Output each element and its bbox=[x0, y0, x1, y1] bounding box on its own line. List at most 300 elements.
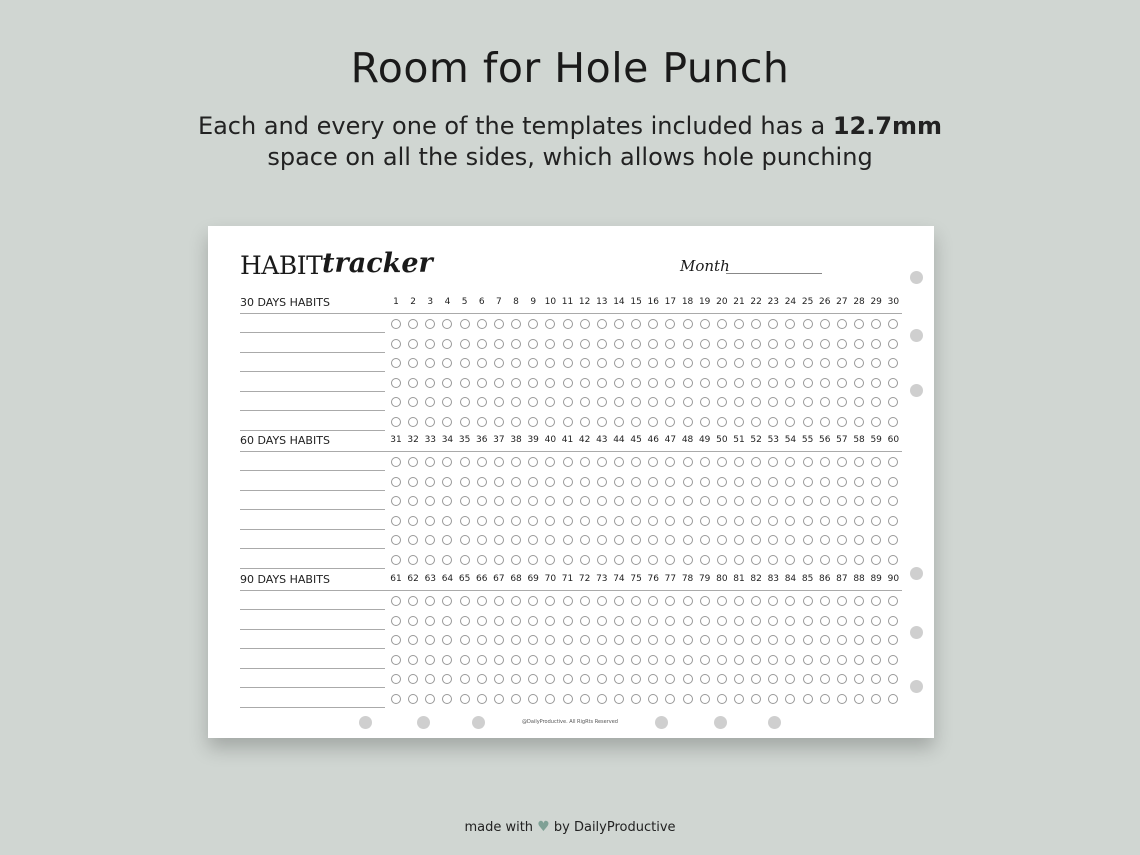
habit-checkbox[interactable] bbox=[871, 339, 881, 349]
habit-checkbox[interactable] bbox=[460, 616, 470, 626]
habit-checkbox[interactable] bbox=[597, 535, 607, 545]
habit-checkbox[interactable] bbox=[408, 378, 418, 388]
habit-checkbox[interactable] bbox=[768, 635, 778, 645]
habit-checkbox[interactable] bbox=[700, 516, 710, 526]
habit-checkbox[interactable] bbox=[631, 674, 641, 684]
habit-checkbox[interactable] bbox=[665, 535, 675, 545]
habit-checkbox[interactable] bbox=[837, 674, 847, 684]
habit-checkbox[interactable] bbox=[854, 319, 864, 329]
habit-checkbox[interactable] bbox=[614, 378, 624, 388]
habit-checkbox[interactable] bbox=[563, 694, 573, 704]
habit-checkbox[interactable] bbox=[408, 496, 418, 506]
habit-checkbox[interactable] bbox=[391, 477, 401, 487]
habit-checkbox[interactable] bbox=[425, 457, 435, 467]
habit-checkbox[interactable] bbox=[477, 516, 487, 526]
habit-checkbox[interactable] bbox=[494, 616, 504, 626]
habit-checkbox[interactable] bbox=[511, 378, 521, 388]
habit-checkbox[interactable] bbox=[580, 516, 590, 526]
habit-checkbox[interactable] bbox=[700, 674, 710, 684]
habit-checkbox[interactable] bbox=[803, 339, 813, 349]
habit-checkbox[interactable] bbox=[888, 457, 898, 467]
habit-checkbox[interactable] bbox=[803, 616, 813, 626]
habit-name-line[interactable] bbox=[240, 609, 385, 610]
habit-checkbox[interactable] bbox=[683, 378, 693, 388]
habit-checkbox[interactable] bbox=[734, 655, 744, 665]
habit-checkbox[interactable] bbox=[717, 596, 727, 606]
habit-checkbox[interactable] bbox=[597, 397, 607, 407]
habit-checkbox[interactable] bbox=[545, 635, 555, 645]
habit-checkbox[interactable] bbox=[597, 378, 607, 388]
habit-checkbox[interactable] bbox=[683, 339, 693, 349]
habit-checkbox[interactable] bbox=[477, 457, 487, 467]
habit-checkbox[interactable] bbox=[494, 635, 504, 645]
habit-checkbox[interactable] bbox=[785, 596, 795, 606]
habit-checkbox[interactable] bbox=[460, 535, 470, 545]
habit-checkbox[interactable] bbox=[768, 457, 778, 467]
habit-checkbox[interactable] bbox=[477, 417, 487, 427]
habit-checkbox[interactable] bbox=[734, 496, 744, 506]
habit-checkbox[interactable] bbox=[563, 655, 573, 665]
habit-checkbox[interactable] bbox=[545, 535, 555, 545]
habit-checkbox[interactable] bbox=[563, 674, 573, 684]
habit-checkbox[interactable] bbox=[700, 319, 710, 329]
habit-checkbox[interactable] bbox=[854, 535, 864, 545]
habit-checkbox[interactable] bbox=[803, 694, 813, 704]
habit-checkbox[interactable] bbox=[631, 358, 641, 368]
habit-checkbox[interactable] bbox=[460, 457, 470, 467]
habit-checkbox[interactable] bbox=[528, 496, 538, 506]
habit-checkbox[interactable] bbox=[477, 596, 487, 606]
habit-checkbox[interactable] bbox=[837, 555, 847, 565]
habit-checkbox[interactable] bbox=[871, 555, 881, 565]
habit-checkbox[interactable] bbox=[425, 477, 435, 487]
habit-checkbox[interactable] bbox=[871, 694, 881, 704]
habit-checkbox[interactable] bbox=[442, 378, 452, 388]
habit-name-line[interactable] bbox=[240, 548, 385, 549]
habit-checkbox[interactable] bbox=[528, 417, 538, 427]
habit-checkbox[interactable] bbox=[803, 358, 813, 368]
habit-checkbox[interactable] bbox=[631, 339, 641, 349]
habit-checkbox[interactable] bbox=[511, 397, 521, 407]
habit-checkbox[interactable] bbox=[425, 616, 435, 626]
habit-checkbox[interactable] bbox=[494, 674, 504, 684]
habit-checkbox[interactable] bbox=[648, 319, 658, 329]
habit-checkbox[interactable] bbox=[408, 319, 418, 329]
habit-checkbox[interactable] bbox=[631, 616, 641, 626]
habit-checkbox[interactable] bbox=[460, 397, 470, 407]
habit-checkbox[interactable] bbox=[751, 378, 761, 388]
habit-checkbox[interactable] bbox=[871, 674, 881, 684]
habit-checkbox[interactable] bbox=[597, 635, 607, 645]
habit-checkbox[interactable] bbox=[751, 596, 761, 606]
habit-checkbox[interactable] bbox=[820, 555, 830, 565]
habit-checkbox[interactable] bbox=[717, 635, 727, 645]
habit-checkbox[interactable] bbox=[700, 694, 710, 704]
habit-checkbox[interactable] bbox=[425, 535, 435, 545]
habit-checkbox[interactable] bbox=[837, 378, 847, 388]
habit-name-line[interactable] bbox=[240, 529, 385, 530]
habit-checkbox[interactable] bbox=[442, 339, 452, 349]
habit-checkbox[interactable] bbox=[545, 596, 555, 606]
habit-checkbox[interactable] bbox=[837, 457, 847, 467]
habit-name-line[interactable] bbox=[240, 668, 385, 669]
habit-checkbox[interactable] bbox=[871, 655, 881, 665]
habit-checkbox[interactable] bbox=[648, 477, 658, 487]
habit-checkbox[interactable] bbox=[648, 555, 658, 565]
habit-checkbox[interactable] bbox=[494, 378, 504, 388]
habit-checkbox[interactable] bbox=[700, 535, 710, 545]
habit-checkbox[interactable] bbox=[597, 616, 607, 626]
habit-checkbox[interactable] bbox=[700, 596, 710, 606]
habit-checkbox[interactable] bbox=[494, 358, 504, 368]
habit-checkbox[interactable] bbox=[597, 694, 607, 704]
habit-checkbox[interactable] bbox=[511, 477, 521, 487]
habit-checkbox[interactable] bbox=[614, 417, 624, 427]
habit-checkbox[interactable] bbox=[528, 339, 538, 349]
habit-checkbox[interactable] bbox=[820, 319, 830, 329]
habit-checkbox[interactable] bbox=[545, 358, 555, 368]
habit-checkbox[interactable] bbox=[460, 596, 470, 606]
habit-checkbox[interactable] bbox=[648, 457, 658, 467]
habit-checkbox[interactable] bbox=[768, 378, 778, 388]
habit-checkbox[interactable] bbox=[597, 417, 607, 427]
habit-checkbox[interactable] bbox=[494, 477, 504, 487]
habit-checkbox[interactable] bbox=[408, 655, 418, 665]
habit-checkbox[interactable] bbox=[683, 535, 693, 545]
habit-checkbox[interactable] bbox=[734, 477, 744, 487]
habit-checkbox[interactable] bbox=[700, 635, 710, 645]
habit-checkbox[interactable] bbox=[528, 477, 538, 487]
habit-checkbox[interactable] bbox=[580, 555, 590, 565]
habit-checkbox[interactable] bbox=[460, 555, 470, 565]
habit-checkbox[interactable] bbox=[648, 339, 658, 349]
habit-name-line[interactable] bbox=[240, 490, 385, 491]
habit-checkbox[interactable] bbox=[477, 319, 487, 329]
habit-checkbox[interactable] bbox=[751, 319, 761, 329]
habit-checkbox[interactable] bbox=[734, 555, 744, 565]
habit-checkbox[interactable] bbox=[820, 616, 830, 626]
habit-checkbox[interactable] bbox=[820, 417, 830, 427]
habit-checkbox[interactable] bbox=[511, 694, 521, 704]
habit-checkbox[interactable] bbox=[648, 535, 658, 545]
habit-checkbox[interactable] bbox=[717, 397, 727, 407]
habit-checkbox[interactable] bbox=[734, 319, 744, 329]
habit-checkbox[interactable] bbox=[768, 674, 778, 684]
habit-checkbox[interactable] bbox=[734, 397, 744, 407]
habit-checkbox[interactable] bbox=[563, 358, 573, 368]
habit-checkbox[interactable] bbox=[597, 516, 607, 526]
habit-checkbox[interactable] bbox=[871, 616, 881, 626]
habit-checkbox[interactable] bbox=[494, 339, 504, 349]
habit-checkbox[interactable] bbox=[580, 378, 590, 388]
habit-checkbox[interactable] bbox=[734, 417, 744, 427]
habit-checkbox[interactable] bbox=[545, 319, 555, 329]
habit-checkbox[interactable] bbox=[528, 378, 538, 388]
habit-checkbox[interactable] bbox=[803, 417, 813, 427]
habit-checkbox[interactable] bbox=[837, 319, 847, 329]
habit-checkbox[interactable] bbox=[734, 694, 744, 704]
habit-checkbox[interactable] bbox=[665, 477, 675, 487]
habit-checkbox[interactable] bbox=[717, 516, 727, 526]
habit-checkbox[interactable] bbox=[768, 339, 778, 349]
habit-checkbox[interactable] bbox=[717, 319, 727, 329]
habit-checkbox[interactable] bbox=[408, 635, 418, 645]
habit-checkbox[interactable] bbox=[665, 319, 675, 329]
habit-checkbox[interactable] bbox=[545, 555, 555, 565]
habit-checkbox[interactable] bbox=[425, 339, 435, 349]
habit-checkbox[interactable] bbox=[511, 516, 521, 526]
habit-checkbox[interactable] bbox=[631, 516, 641, 526]
habit-checkbox[interactable] bbox=[511, 535, 521, 545]
habit-checkbox[interactable] bbox=[545, 378, 555, 388]
habit-checkbox[interactable] bbox=[580, 596, 590, 606]
habit-checkbox[interactable] bbox=[494, 694, 504, 704]
habit-checkbox[interactable] bbox=[665, 694, 675, 704]
habit-checkbox[interactable] bbox=[425, 555, 435, 565]
habit-checkbox[interactable] bbox=[425, 635, 435, 645]
habit-checkbox[interactable] bbox=[803, 674, 813, 684]
habit-checkbox[interactable] bbox=[871, 417, 881, 427]
habit-checkbox[interactable] bbox=[528, 596, 538, 606]
habit-checkbox[interactable] bbox=[820, 397, 830, 407]
habit-checkbox[interactable] bbox=[580, 496, 590, 506]
habit-checkbox[interactable] bbox=[477, 635, 487, 645]
habit-checkbox[interactable] bbox=[494, 555, 504, 565]
habit-checkbox[interactable] bbox=[477, 694, 487, 704]
habit-checkbox[interactable] bbox=[460, 417, 470, 427]
habit-checkbox[interactable] bbox=[425, 655, 435, 665]
habit-checkbox[interactable] bbox=[768, 319, 778, 329]
habit-checkbox[interactable] bbox=[614, 457, 624, 467]
habit-name-line[interactable] bbox=[240, 687, 385, 688]
habit-checkbox[interactable] bbox=[477, 397, 487, 407]
habit-checkbox[interactable] bbox=[888, 339, 898, 349]
habit-checkbox[interactable] bbox=[751, 616, 761, 626]
habit-checkbox[interactable] bbox=[528, 616, 538, 626]
habit-checkbox[interactable] bbox=[631, 457, 641, 467]
habit-checkbox[interactable] bbox=[528, 694, 538, 704]
habit-checkbox[interactable] bbox=[683, 635, 693, 645]
habit-checkbox[interactable] bbox=[511, 555, 521, 565]
habit-name-line[interactable] bbox=[240, 391, 385, 392]
habit-checkbox[interactable] bbox=[442, 358, 452, 368]
habit-name-line[interactable] bbox=[240, 470, 385, 471]
habit-checkbox[interactable] bbox=[614, 694, 624, 704]
habit-checkbox[interactable] bbox=[442, 674, 452, 684]
habit-checkbox[interactable] bbox=[734, 457, 744, 467]
habit-checkbox[interactable] bbox=[717, 535, 727, 545]
habit-checkbox[interactable] bbox=[803, 535, 813, 545]
habit-checkbox[interactable] bbox=[563, 477, 573, 487]
habit-checkbox[interactable] bbox=[717, 674, 727, 684]
habit-checkbox[interactable] bbox=[442, 616, 452, 626]
habit-checkbox[interactable] bbox=[391, 535, 401, 545]
habit-checkbox[interactable] bbox=[803, 496, 813, 506]
habit-checkbox[interactable] bbox=[734, 339, 744, 349]
habit-checkbox[interactable] bbox=[391, 616, 401, 626]
habit-checkbox[interactable] bbox=[425, 596, 435, 606]
habit-checkbox[interactable] bbox=[425, 378, 435, 388]
habit-checkbox[interactable] bbox=[768, 496, 778, 506]
habit-checkbox[interactable] bbox=[665, 397, 675, 407]
habit-checkbox[interactable] bbox=[803, 655, 813, 665]
habit-checkbox[interactable] bbox=[803, 477, 813, 487]
habit-checkbox[interactable] bbox=[631, 694, 641, 704]
habit-checkbox[interactable] bbox=[837, 397, 847, 407]
habit-checkbox[interactable] bbox=[700, 378, 710, 388]
habit-checkbox[interactable] bbox=[408, 596, 418, 606]
habit-checkbox[interactable] bbox=[477, 477, 487, 487]
habit-checkbox[interactable] bbox=[391, 417, 401, 427]
habit-checkbox[interactable] bbox=[803, 555, 813, 565]
habit-checkbox[interactable] bbox=[888, 397, 898, 407]
habit-name-line[interactable] bbox=[240, 648, 385, 649]
habit-checkbox[interactable] bbox=[477, 378, 487, 388]
habit-checkbox[interactable] bbox=[494, 417, 504, 427]
habit-checkbox[interactable] bbox=[751, 397, 761, 407]
habit-checkbox[interactable] bbox=[871, 596, 881, 606]
habit-checkbox[interactable] bbox=[597, 457, 607, 467]
habit-checkbox[interactable] bbox=[700, 339, 710, 349]
habit-checkbox[interactable] bbox=[837, 596, 847, 606]
habit-checkbox[interactable] bbox=[700, 655, 710, 665]
habit-checkbox[interactable] bbox=[391, 674, 401, 684]
habit-checkbox[interactable] bbox=[837, 358, 847, 368]
habit-checkbox[interactable] bbox=[665, 516, 675, 526]
habit-checkbox[interactable] bbox=[854, 674, 864, 684]
habit-checkbox[interactable] bbox=[477, 358, 487, 368]
habit-checkbox[interactable] bbox=[391, 655, 401, 665]
habit-checkbox[interactable] bbox=[528, 674, 538, 684]
habit-checkbox[interactable] bbox=[597, 655, 607, 665]
habit-checkbox[interactable] bbox=[614, 674, 624, 684]
habit-checkbox[interactable] bbox=[683, 358, 693, 368]
habit-checkbox[interactable] bbox=[888, 417, 898, 427]
habit-checkbox[interactable] bbox=[854, 635, 864, 645]
habit-checkbox[interactable] bbox=[700, 417, 710, 427]
habit-checkbox[interactable] bbox=[408, 339, 418, 349]
habit-checkbox[interactable] bbox=[391, 555, 401, 565]
habit-checkbox[interactable] bbox=[597, 555, 607, 565]
habit-checkbox[interactable] bbox=[460, 358, 470, 368]
habit-checkbox[interactable] bbox=[768, 535, 778, 545]
habit-checkbox[interactable] bbox=[871, 457, 881, 467]
habit-checkbox[interactable] bbox=[494, 655, 504, 665]
habit-checkbox[interactable] bbox=[631, 477, 641, 487]
habit-checkbox[interactable] bbox=[648, 596, 658, 606]
habit-checkbox[interactable] bbox=[442, 496, 452, 506]
habit-name-line[interactable] bbox=[240, 371, 385, 372]
habit-checkbox[interactable] bbox=[768, 397, 778, 407]
habit-checkbox[interactable] bbox=[545, 674, 555, 684]
habit-checkbox[interactable] bbox=[511, 496, 521, 506]
habit-checkbox[interactable] bbox=[545, 496, 555, 506]
habit-checkbox[interactable] bbox=[648, 694, 658, 704]
habit-checkbox[interactable] bbox=[494, 516, 504, 526]
habit-checkbox[interactable] bbox=[614, 616, 624, 626]
habit-checkbox[interactable] bbox=[614, 655, 624, 665]
habit-checkbox[interactable] bbox=[683, 417, 693, 427]
habit-checkbox[interactable] bbox=[408, 516, 418, 526]
habit-checkbox[interactable] bbox=[477, 674, 487, 684]
habit-checkbox[interactable] bbox=[648, 655, 658, 665]
habit-checkbox[interactable] bbox=[683, 496, 693, 506]
habit-checkbox[interactable] bbox=[751, 674, 761, 684]
habit-checkbox[interactable] bbox=[751, 477, 761, 487]
habit-checkbox[interactable] bbox=[888, 535, 898, 545]
habit-checkbox[interactable] bbox=[785, 496, 795, 506]
habit-checkbox[interactable] bbox=[768, 555, 778, 565]
habit-checkbox[interactable] bbox=[803, 319, 813, 329]
habit-checkbox[interactable] bbox=[563, 397, 573, 407]
habit-checkbox[interactable] bbox=[511, 319, 521, 329]
habit-checkbox[interactable] bbox=[391, 457, 401, 467]
habit-checkbox[interactable] bbox=[580, 358, 590, 368]
habit-checkbox[interactable] bbox=[477, 555, 487, 565]
habit-checkbox[interactable] bbox=[665, 417, 675, 427]
habit-checkbox[interactable] bbox=[803, 397, 813, 407]
habit-checkbox[interactable] bbox=[511, 596, 521, 606]
habit-checkbox[interactable] bbox=[734, 616, 744, 626]
habit-checkbox[interactable] bbox=[528, 535, 538, 545]
habit-checkbox[interactable] bbox=[888, 358, 898, 368]
habit-checkbox[interactable] bbox=[528, 655, 538, 665]
habit-checkbox[interactable] bbox=[494, 535, 504, 545]
habit-checkbox[interactable] bbox=[683, 655, 693, 665]
habit-checkbox[interactable] bbox=[460, 694, 470, 704]
habit-checkbox[interactable] bbox=[717, 358, 727, 368]
habit-checkbox[interactable] bbox=[477, 339, 487, 349]
habit-checkbox[interactable] bbox=[734, 596, 744, 606]
habit-checkbox[interactable] bbox=[785, 655, 795, 665]
habit-checkbox[interactable] bbox=[820, 596, 830, 606]
habit-name-line[interactable] bbox=[240, 568, 385, 569]
habit-checkbox[interactable] bbox=[665, 635, 675, 645]
habit-checkbox[interactable] bbox=[854, 457, 864, 467]
habit-checkbox[interactable] bbox=[871, 319, 881, 329]
habit-checkbox[interactable] bbox=[528, 319, 538, 329]
habit-checkbox[interactable] bbox=[785, 516, 795, 526]
habit-checkbox[interactable] bbox=[700, 358, 710, 368]
habit-checkbox[interactable] bbox=[580, 477, 590, 487]
habit-checkbox[interactable] bbox=[700, 457, 710, 467]
habit-checkbox[interactable] bbox=[528, 516, 538, 526]
habit-checkbox[interactable] bbox=[683, 694, 693, 704]
habit-checkbox[interactable] bbox=[768, 477, 778, 487]
habit-checkbox[interactable] bbox=[580, 319, 590, 329]
habit-checkbox[interactable] bbox=[871, 496, 881, 506]
habit-checkbox[interactable] bbox=[665, 358, 675, 368]
habit-checkbox[interactable] bbox=[563, 496, 573, 506]
habit-checkbox[interactable] bbox=[563, 616, 573, 626]
habit-checkbox[interactable] bbox=[597, 358, 607, 368]
habit-checkbox[interactable] bbox=[494, 319, 504, 329]
habit-name-line[interactable] bbox=[240, 707, 385, 708]
habit-checkbox[interactable] bbox=[408, 535, 418, 545]
habit-checkbox[interactable] bbox=[563, 635, 573, 645]
habit-checkbox[interactable] bbox=[477, 535, 487, 545]
habit-checkbox[interactable] bbox=[545, 477, 555, 487]
habit-checkbox[interactable] bbox=[648, 378, 658, 388]
habit-checkbox[interactable] bbox=[665, 457, 675, 467]
habit-checkbox[interactable] bbox=[837, 616, 847, 626]
habit-checkbox[interactable] bbox=[751, 496, 761, 506]
habit-checkbox[interactable] bbox=[631, 535, 641, 545]
habit-checkbox[interactable] bbox=[785, 477, 795, 487]
habit-checkbox[interactable] bbox=[734, 378, 744, 388]
habit-checkbox[interactable] bbox=[563, 535, 573, 545]
habit-checkbox[interactable] bbox=[631, 378, 641, 388]
